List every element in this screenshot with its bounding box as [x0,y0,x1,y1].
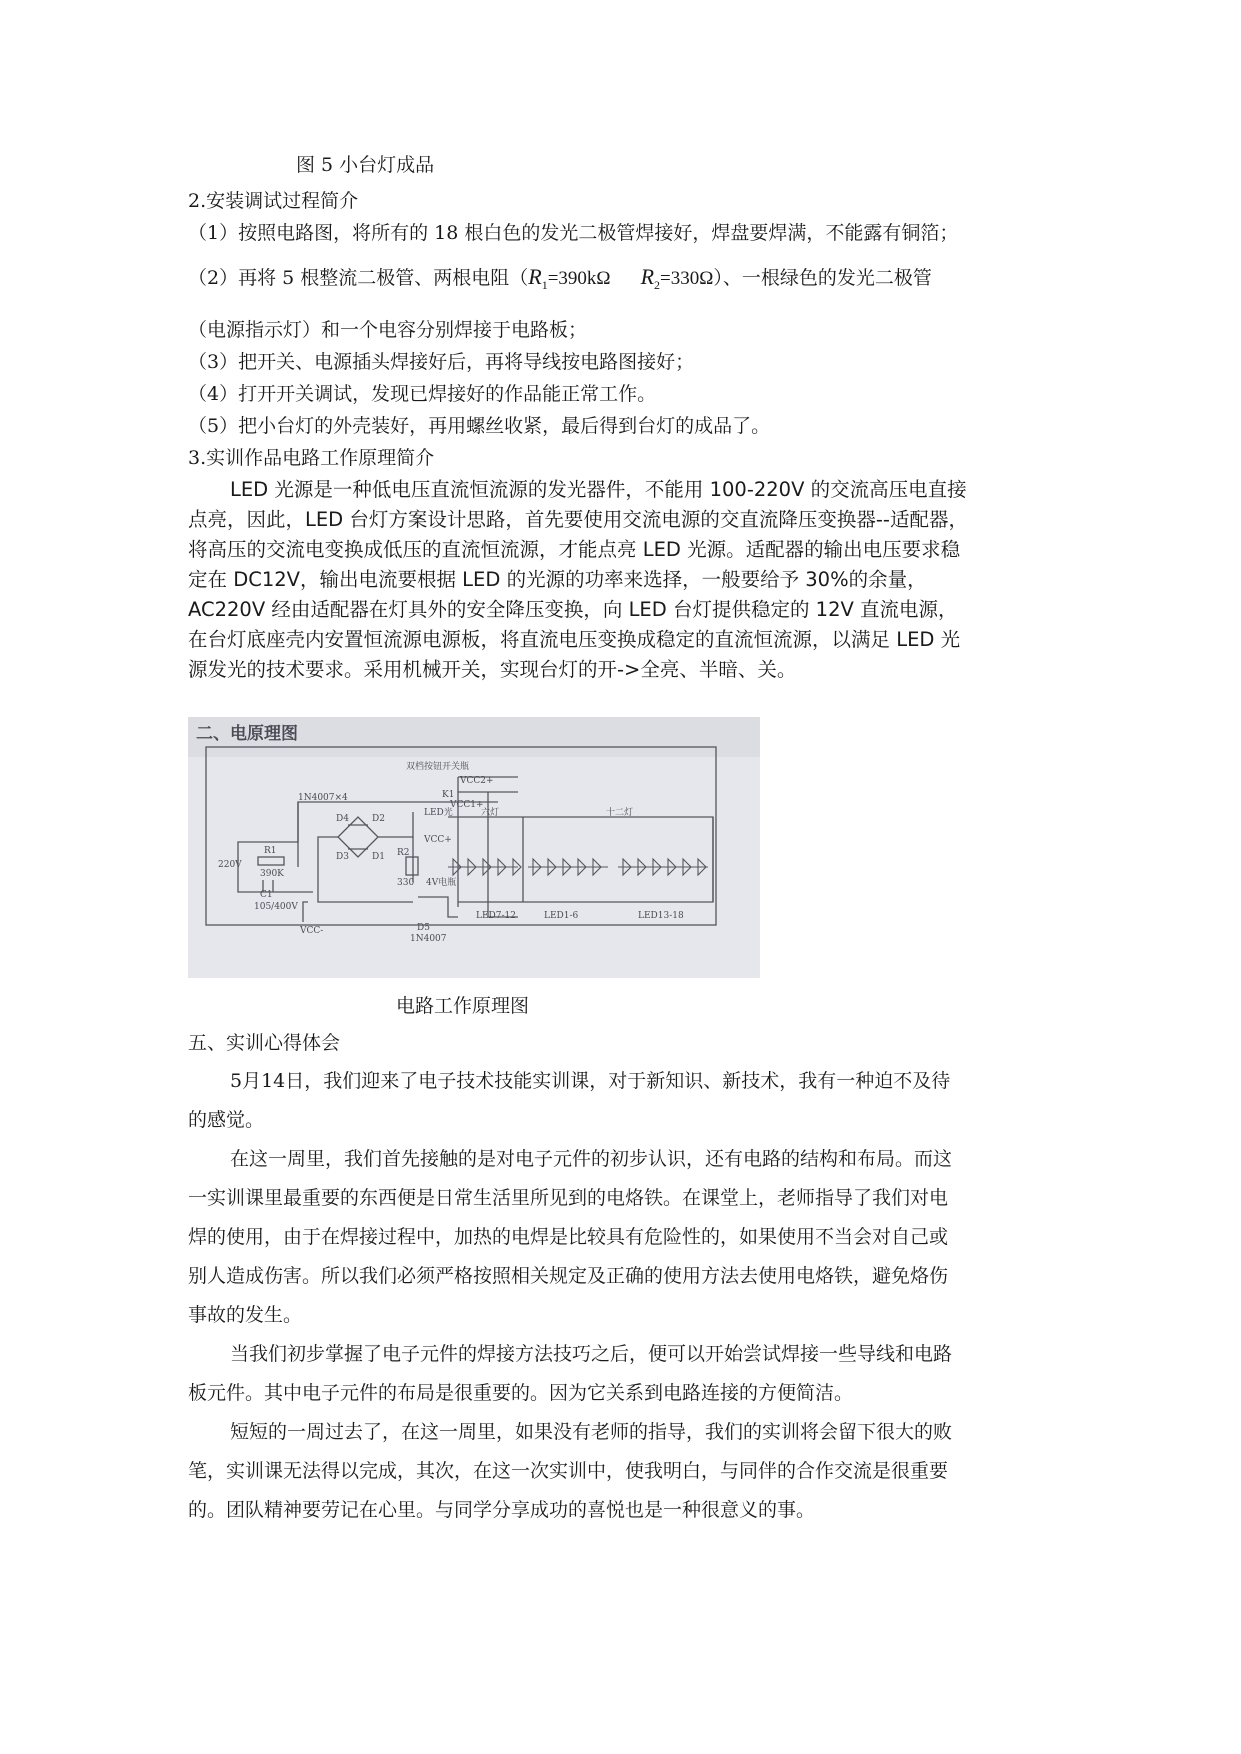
label-led13-18: LED13-18 [638,911,684,921]
step-2-prefix: （2）再将 5 根整流二极管、两根电阻（ [188,267,529,289]
label-vcc-minus: VCC- [300,926,324,936]
label-c1-value: 105/400V [254,902,298,912]
circuit-schematic-photo [188,717,760,978]
step-1: （1）按照电路图，将所有的 18 根白色的发光二极管焊接好，焊盘要焊满，不能露有铜箔； [188,222,959,244]
label-c1: C1 [260,890,273,900]
label-vcc1: VCC1+ [450,800,484,810]
label-r1-value: 390K [260,869,284,879]
reflection-line: 当我们初步掌握了电子元件的焊接方法技巧之后，便可以开始尝试焊接一些导线和电路 [230,1343,953,1365]
resistor-r2-value: $R_2=330\Omega$ [640,264,714,292]
reflection-line: 板元件。其中电子元件的布局是很重要的。因为它关系到电路连接的方便简洁。 [188,1382,854,1404]
label-d4: D4 [336,814,349,824]
principle-line: LED 光源是一种低电压直流恒流源的发光器件，不能用 100-220V 的交流高压电直接 [230,478,967,501]
label-twelve-lamps: 十二灯 [606,808,634,818]
principle-line: AC220V 经由适配器在灯具外的安全降压变换，向 LED 台灯提供稳定的 12V 直流电源， [188,598,958,621]
label-d2: D2 [372,814,385,824]
label-ac-220v: 220V [218,860,242,870]
reflection-line: 的感觉。 [188,1109,265,1131]
label-bridge: 1N4007×4 [298,793,348,803]
reflection-line: 短短的一周过去了，在这一周里，如果没有老师的指导，我们的实训将会留下很大的败 [230,1421,953,1443]
step-3: （3）把开关、电源插头焊接好后，再将导线按电路图接好； [188,351,695,373]
principle-line: 定在 DC12V，输出电流要根据 LED 的光源的功率来选择，一般要给予 30%的余量， [188,568,927,591]
label-vcc-plus: VCC+ [424,835,452,845]
label-d1: D1 [372,852,385,862]
reflection-line: 5月14日，我们迎来了电子技术技能实训课，对于新知识、新技术，我有一种迫不及待 [230,1070,951,1092]
label-battery: 4V电瓶 [426,878,457,888]
reflection-line: 别人造成伤害。所以我们必须严格按照相关规定及正确的使用方法去使用电烙铁，避免烙伤 [188,1265,949,1287]
step-5: （5）把小台灯的外壳装好，再用螺丝收紧，最后得到台灯的成品了。 [188,415,771,437]
label-vcc2: VCC2+ [460,776,494,786]
section-3-title: 3.实训作品电路工作原理简介 [188,447,435,469]
label-six-lamps: 六灯 [481,808,500,818]
resistor-r1-value: $R_1=390k\Omega$ [528,264,611,292]
label-led7-12: LED7-12 [476,911,516,921]
step-2-suffix: ）、一根绿色的发光二极管 [713,267,932,289]
circuit-diagram [188,717,760,978]
label-led-power: LED光 [424,808,453,818]
label-switch: 双档按钮开关瓶 [406,762,470,772]
label-d3: D3 [336,852,349,862]
step-2 [188,264,932,298]
label-d5: D5 [417,923,430,933]
step-4: （4）打开开关调试，发现已焊接好的作品能正常工作。 [188,383,657,405]
reflection-line: 在这一周里，我们首先接触的是对电子元件的初步认识，还有电路的结构和布局。而这 [230,1148,953,1170]
schematic-heading: 二、电原理图 [196,724,298,744]
reflection-line: 焊的使用，由于在焊接过程中，加热的电焊是比较具有危险性的，如果使用不当会对自己或 [188,1226,949,1248]
figure-5-caption: 图 5 小台灯成品 [296,154,435,176]
step-2-continued: （电源指示灯）和一个电容分别焊接于电路板； [188,319,588,341]
label-r2: R2 [397,848,410,858]
label-r1: R1 [264,846,277,856]
reflection-line: 的。团队精神要劳记在心里。与同学分享成功的喜悦也是一种很意义的事。 [188,1499,816,1521]
principle-line: 源发光的技术要求。采用机械开关，实现台灯的开->全亮、半暗、关。 [188,658,797,681]
reflection-line: 一实训课里最重要的东西便是日常生活里所见到的电烙铁。在课堂上，老师指导了我们对电 [188,1187,949,1209]
label-d5-value: 1N4007 [410,934,447,944]
label-k1: K1 [442,790,455,800]
reflection-line: 笔，实训课无法得以完成，其次，在这一次实训中，使我明白，与同伴的合作交流是很重要 [188,1460,949,1482]
label-r2-value: 330 [397,878,415,888]
circuit-caption: 电路工作原理图 [396,995,530,1017]
reflection-line: 事故的发生。 [188,1304,303,1326]
principle-line: 将高压的交流电变换成低压的直流恒流源，才能点亮 LED 光源。适配器的输出电压要求稳 [188,538,961,561]
principle-line: 在台灯底座壳内安置恒流源电源板，将直流电压变换成稳定的直流恒流源，以满足 LED 光 [188,628,961,651]
section-2-title: 2.安装调试过程简介 [188,190,359,212]
label-led1-6: LED1-6 [544,911,579,921]
principle-line: 点亮，因此，LED 台灯方案设计思路，首先要使用交流电源的交直流降压变换器--适配器， [188,508,968,531]
section-5-title: 五、实训心得体会 [188,1032,341,1054]
